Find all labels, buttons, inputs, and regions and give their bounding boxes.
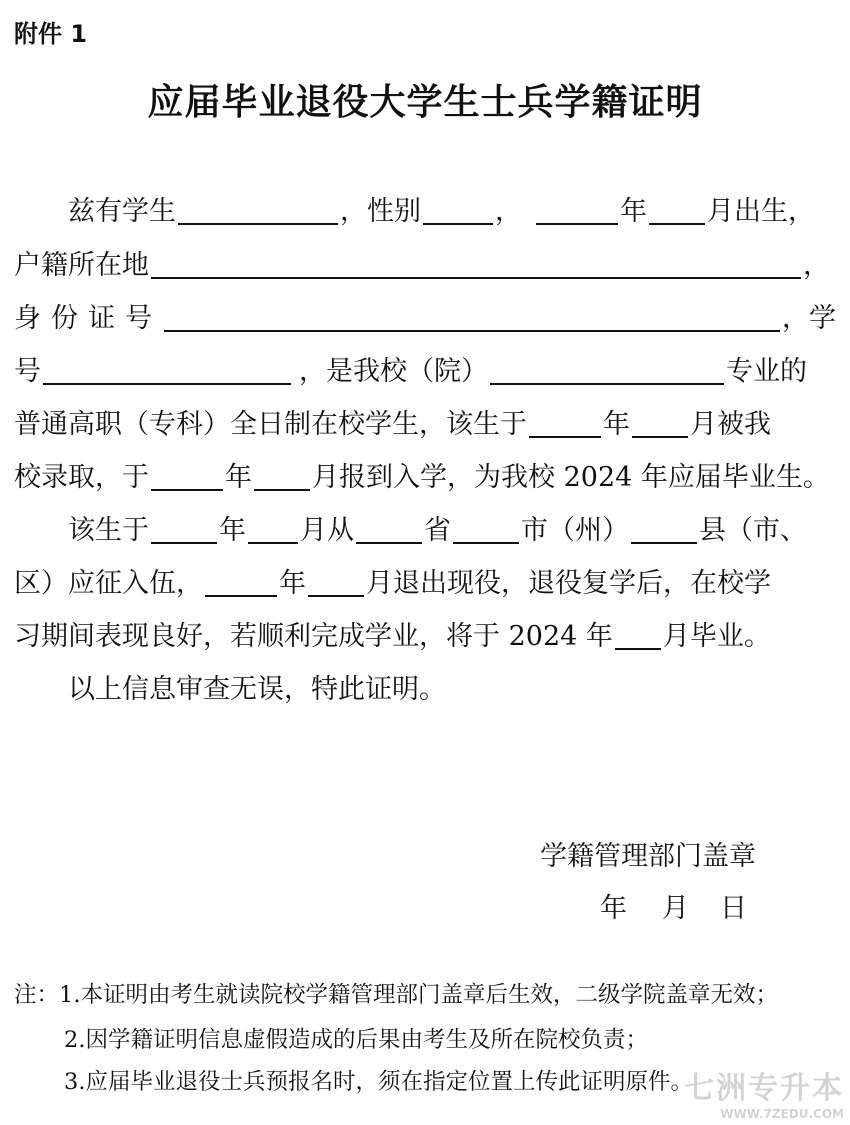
- form-line-10: [68, 674, 836, 706]
- date-year-label: 年: [600, 893, 627, 924]
- date-day-label: 日: [720, 893, 747, 924]
- text: 年: [279, 568, 306, 599]
- enroll-month-field[interactable]: [254, 463, 310, 491]
- text: ，性别: [340, 196, 421, 227]
- student-name-field[interactable]: [178, 197, 338, 225]
- student-number-field[interactable]: [43, 357, 291, 385]
- text: 兹有学生: [68, 196, 176, 227]
- text: 习期间表现良好，若顺利完成学业，将于 2024 年: [14, 621, 613, 652]
- form-line-9: [14, 621, 836, 653]
- stamp-label: 学籍管理部门盖章: [540, 841, 756, 872]
- graduate-month-field[interactable]: [615, 622, 661, 650]
- birth-year-field[interactable]: [536, 197, 618, 225]
- discharge-month-field[interactable]: [308, 569, 364, 597]
- text: 月出生，: [707, 196, 815, 227]
- text: 普通高职（专科）全日制在校学生，该生于: [14, 409, 527, 440]
- text: 省: [424, 515, 451, 546]
- text: 年: [219, 515, 246, 546]
- text: 号: [14, 356, 41, 387]
- text: 户籍所在地: [14, 250, 149, 281]
- text: 月从: [300, 515, 354, 546]
- form-line-6: [14, 462, 836, 494]
- text: 市（州）: [521, 515, 629, 546]
- note-2: 2.因学籍证明信息虚假造成的后果由考生及所在院校负责；: [64, 1027, 648, 1053]
- text: 以上信息审查无误，特此证明。: [68, 674, 446, 705]
- text: 区）应征入伍，: [14, 568, 203, 599]
- note-1: 注：1.本证明由考生就读院校学籍管理部门盖章后生效，二级学院盖章无效；: [14, 982, 778, 1008]
- form-line-3: [14, 303, 836, 335]
- form-line-8: [14, 568, 836, 600]
- gender-field[interactable]: [423, 197, 493, 225]
- text: 县（市、: [699, 515, 807, 546]
- form-line-5: [14, 409, 836, 441]
- city-field[interactable]: [453, 516, 519, 544]
- watermark-logo: [684, 1063, 844, 1121]
- form-line-4: [14, 356, 836, 388]
- enlist-month-field[interactable]: [248, 516, 298, 544]
- text: 月毕业。: [662, 621, 771, 652]
- watermark-text: 七洲专升本: [684, 1071, 844, 1106]
- text: ，: [495, 196, 522, 227]
- watermark-url: WWW.7ZEDU.COM: [720, 1107, 844, 1121]
- id-number-field[interactable]: [164, 304, 780, 332]
- text: ，是我校（院）: [299, 356, 488, 387]
- text: 该生于: [68, 515, 149, 546]
- text: ，: [782, 303, 809, 334]
- form-line-1: [68, 196, 836, 228]
- text: 学: [809, 303, 836, 334]
- text: 月被我: [690, 409, 771, 440]
- enroll-year-field[interactable]: [151, 463, 223, 491]
- text: 年: [225, 462, 252, 493]
- text: 月报到入学，为我校 2024 年应届毕业生。: [312, 462, 830, 493]
- birth-month-field[interactable]: [649, 197, 705, 225]
- enlist-year-field[interactable]: [151, 516, 217, 544]
- note-3: 3.应届毕业退役士兵预报名时，须在指定位置上传此证明原件。: [64, 1069, 693, 1095]
- text: 校录取，于: [14, 462, 149, 493]
- form-line-7: [68, 515, 836, 547]
- text: ，: [803, 250, 830, 281]
- discharge-year-field[interactable]: [205, 569, 277, 597]
- county-field[interactable]: [631, 516, 697, 544]
- text: 月退出现役，退役复学后，在校学: [366, 568, 771, 599]
- text: 身份证号: [14, 303, 162, 334]
- admit-month-field[interactable]: [632, 410, 688, 438]
- document-title: 应届毕业退役大学生士兵学籍证明: [147, 81, 703, 123]
- text: 专业的: [726, 356, 807, 387]
- attachment-label: 附件 1: [14, 20, 88, 48]
- residence-field[interactable]: [151, 251, 801, 279]
- major-field[interactable]: [490, 357, 724, 385]
- text: 年: [603, 409, 630, 440]
- province-field[interactable]: [356, 516, 422, 544]
- admit-year-field[interactable]: [529, 410, 601, 438]
- text: 年: [620, 196, 647, 227]
- form-line-2: [14, 250, 836, 282]
- date-month-label: 月: [662, 893, 689, 924]
